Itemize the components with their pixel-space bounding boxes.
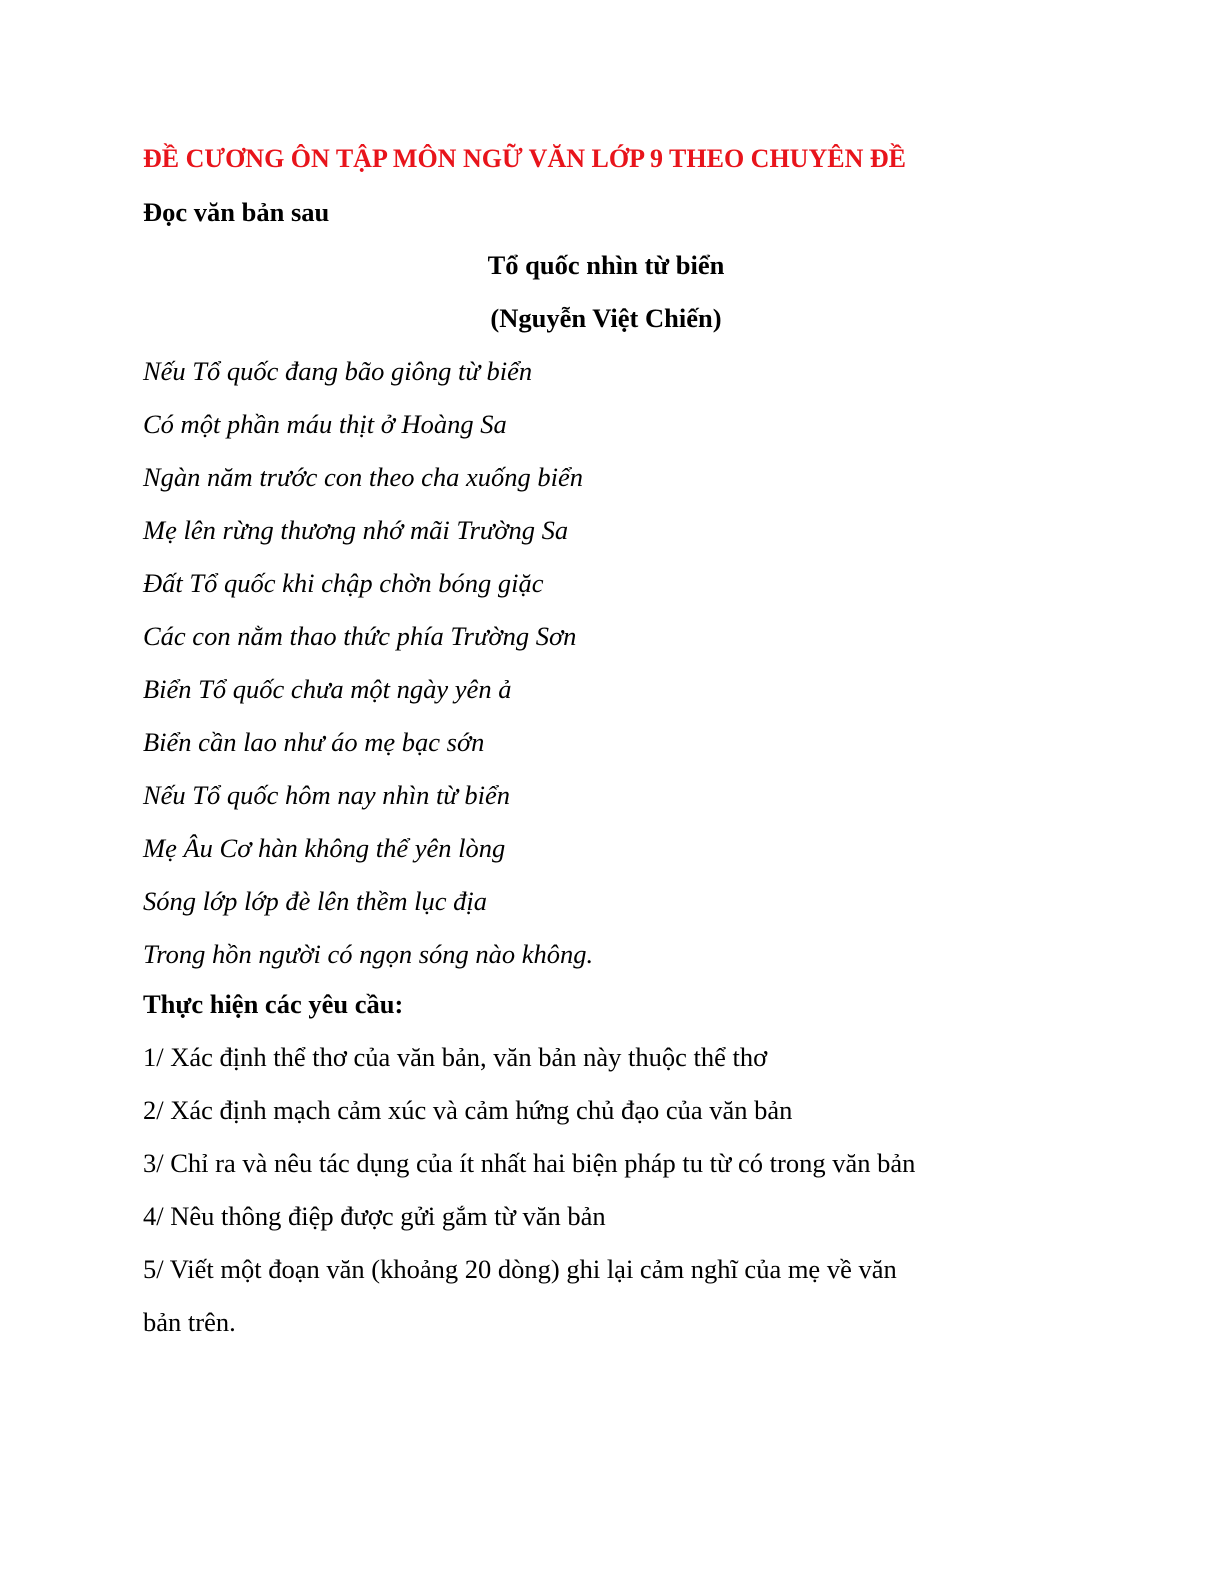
poem-author: (Nguyễn Việt Chiến) xyxy=(490,303,722,333)
intro-text: Đọc văn bản sau xyxy=(143,197,330,227)
document-title: ĐỀ CƯƠNG ÔN TẬP MÔN NGỮ VĂN LỚP 9 THEO CHUYÊN ĐỀ xyxy=(143,144,906,173)
task-item: 1/ Xác định thể thơ của văn bản, văn bản này thuộc thể thơ xyxy=(143,1042,768,1072)
task-item: 2/ Xác định mạch cảm xúc và cảm hứng chủ đạo của văn bản xyxy=(143,1095,793,1125)
poem-line: Biển cần lao như áo mẹ bạc sớn xyxy=(143,727,485,757)
poem-line: Nếu Tổ quốc hôm nay nhìn từ biển xyxy=(143,780,511,810)
task-item: bản trên. xyxy=(143,1307,236,1337)
task-item: 3/ Chỉ ra và nêu tác dụng của ít nhất hai biện pháp tu từ có trong văn bản xyxy=(143,1148,916,1178)
poem-line: Có một phần máu thịt ở Hoàng Sa xyxy=(143,409,507,439)
poem-line: Các con nằm thao thức phía Trường Sơn xyxy=(143,621,577,651)
tasks-heading: Thực hiện các yêu cầu: xyxy=(143,989,404,1019)
poem-line: Biển Tổ quốc chưa một ngày yên ả xyxy=(143,674,512,704)
poem-line: Mẹ Âu Cơ hàn không thể yên lòng xyxy=(143,833,506,863)
task-item: 5/ Viết một đoạn văn (khoảng 20 dòng) ghi lại cảm nghĩ của mẹ về văn xyxy=(143,1254,897,1284)
poem-line: Đất Tổ quốc khi chập chờn bóng giặc xyxy=(143,568,544,598)
poem-line: Sóng lớp lớp đè lên thềm lục địa xyxy=(143,886,488,916)
task-item: 4/ Nêu thông điệp được gửi gắm từ văn bản xyxy=(143,1201,606,1231)
poem-line: Nếu Tổ quốc đang bão giông từ biển xyxy=(143,356,533,386)
poem-line: Trong hồn người có ngọn sóng nào không. xyxy=(143,939,594,969)
poem-line: Mẹ lên rừng thương nhớ mãi Trường Sa xyxy=(143,515,569,545)
poem-title: Tổ quốc nhìn từ biển xyxy=(487,250,725,280)
poem-line: Ngàn năm trước con theo cha xuống biển xyxy=(143,462,584,492)
